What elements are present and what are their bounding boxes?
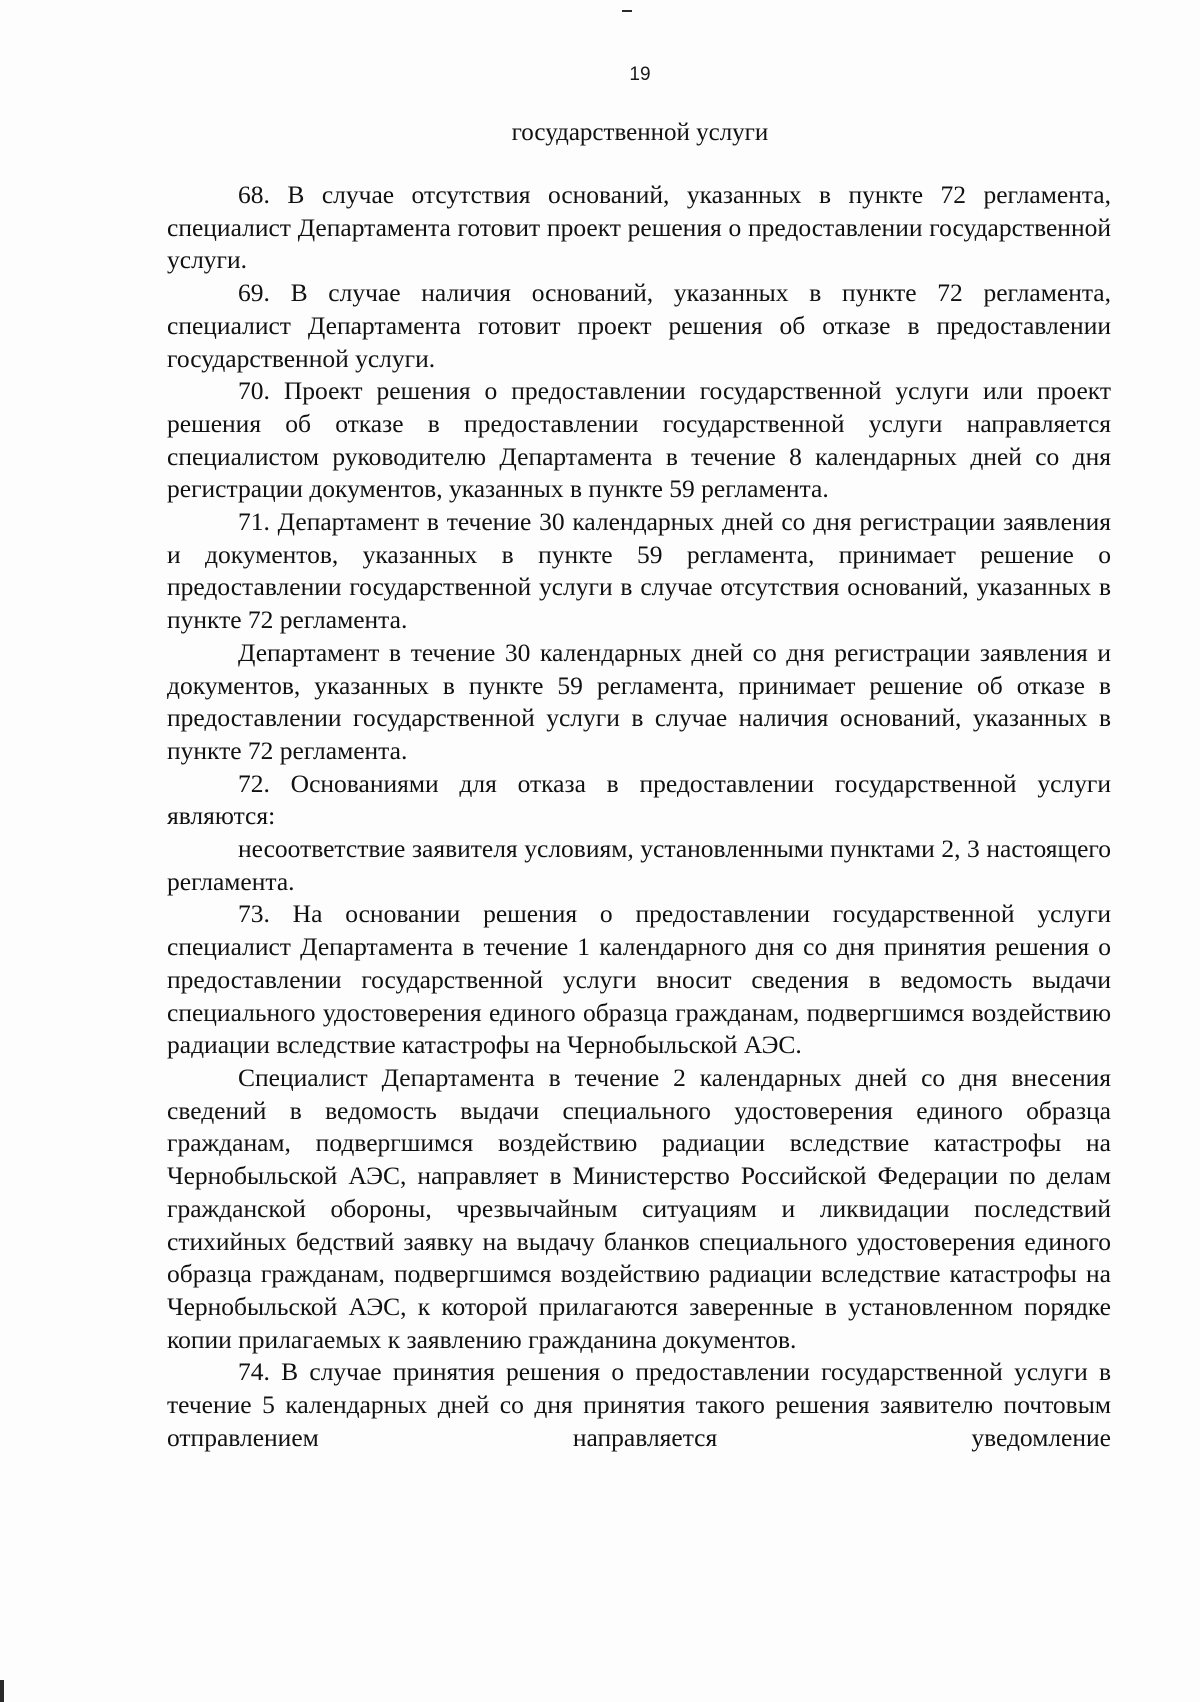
paragraph-71-refusal: Департамент в течение 30 календарных дней со дня регистрации заявления и документов, указанных в пункте 59 регламента, принимает решение об отказе в предоставлении государственной услуги в случае наличия оснований, указанных в пункте 72 регламента. bbox=[167, 637, 1111, 765]
paragraph-71: 71. Департамент в течение 30 календарных дней со дня регистрации заявления и документов, указанных в пункте 59 регламента, принимает решение о предоставлении государственной услуги в случае отсутствия оснований, указанных в пункте 72 регламента. bbox=[167, 507, 1111, 635]
document-body bbox=[167, 179, 1111, 1454]
paragraph-73-application: Специалист Департамента в течение 2 календарных дней со дня внесения сведений в ведомость выдачи специального удостоверения единого образца гражданам, подвергшимся воздействию радиации вследствие катастрофы на Чернобыльской АЭС, направляет в Министерство Российской Федерации по делам гражданской обороны, чрезвычайным ситуациям и ликвидации последствий стихийных бедствий заявку на выдачу бланков специального удостоверения единого образца гражданам, подвергшимся воздействию радиации вследствие катастрофы на Чернобыльской АЭС, к которой прилагаются заверенные в установленном порядке копии прилагаемых к заявлению гражданина документов. bbox=[167, 1062, 1111, 1354]
continuation-heading: государственной услуги bbox=[511, 119, 769, 146]
paragraph-69: 69. В случае наличия оснований, указанных в пункте 72 регламента, специалист Департамента готовит проект решения об отказе в предоставлении государственной услуги. bbox=[167, 278, 1111, 373]
paragraph-74: 74. В случае принятия решения о предоставлении государственной услуги в течение 5 календарных дней со дня принятия такого решения заявителю почтовым отправлением направляется уведомление bbox=[167, 1357, 1111, 1452]
page-number: 19 bbox=[629, 64, 651, 85]
paragraph-68: 68. В случае отсутствия оснований, указанных в пункте 72 регламента, специалист Департамента готовит проект решения о предоставлении государственной услуги. bbox=[167, 180, 1111, 275]
paragraph-72-ground: несоответствие заявителя условиям, установленными пунктами 2, 3 настоящего регламента. bbox=[167, 834, 1111, 896]
paragraph-72: 72. Основаниями для отказа в предоставлении государственной услуги являются: bbox=[167, 768, 1111, 831]
scan-mark-left bbox=[0, 1680, 4, 1702]
paragraph-73: 73. На основании решения о предоставлении государственной услуги специалист Департамента в течение 1 календарного дня со дня принятия решения о предоставлении государственной услуги вносит сведения в ведомость выдачи специального удостоверения единого образца гражданам, подвергшимся воздействию радиации вследствие катастрофы на Чернобыльской АЭС. bbox=[167, 899, 1111, 1060]
paragraph-70: 70. Проект решения о предоставлении государственной услуги или проект решения об отказе в предоставлении государственной услуги направляется специалистом руководителю Департамента в течение 8 календарных дней со дня регистрации документов, указанных в пункте 59 регламента. bbox=[167, 376, 1111, 504]
scan-mark-top bbox=[622, 10, 632, 12]
